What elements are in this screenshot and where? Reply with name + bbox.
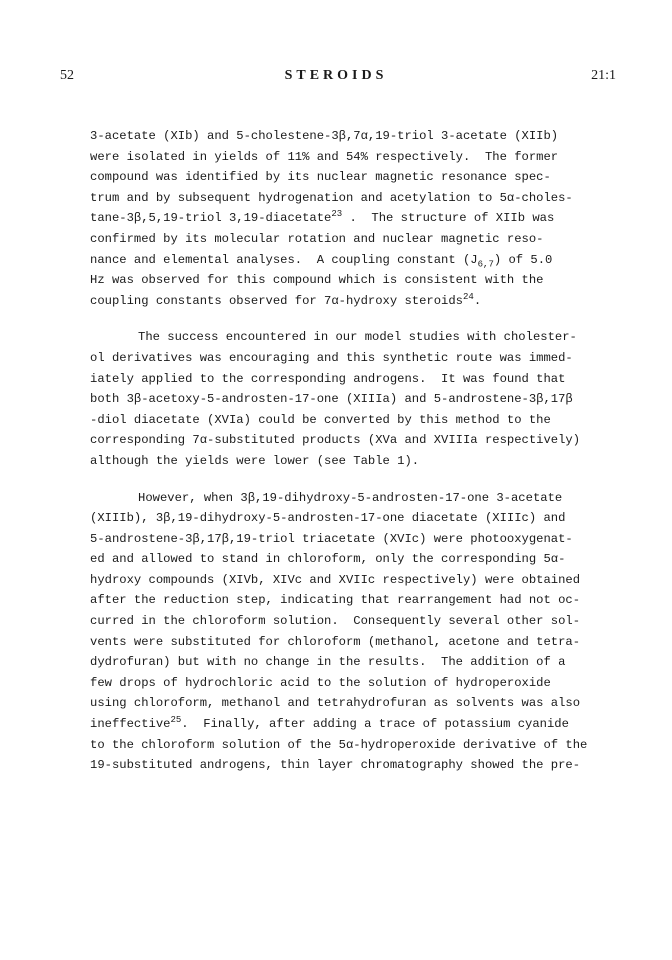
text-line: hydroxy compounds (XIVb, XIVc and XVIIc respectively) were obtained [90,572,581,587]
text-line: confirmed by its molecular rotation and nuclear magnetic reso- [90,231,544,246]
reference-superscript: 24 [463,291,474,302]
text-line: after the reduction step, indicating that rearrangement had not oc- [90,593,581,608]
reference-superscript: 25 [170,714,182,725]
text-line: ed and allowed to stand in chloroform, only the corresponding 5α- [90,552,566,567]
line-text: . [473,293,482,308]
paragraph [90,327,620,471]
text-line: (XIIIb), 3β,19-dihydroxy-5-androsten-17-one diacetate (XIIIc) and [90,511,566,526]
line-text: coupling constants observed for 7α-hydroxy steroids [90,293,463,308]
text-line: corresponding 7α-substituted products (XVa and XVIIIa respectively) [90,433,581,448]
text-line [90,714,620,735]
text-line [90,250,620,271]
line-text: ineffective [90,717,171,732]
line-text: . Finally, after adding a trace of potassium cyanide [181,717,569,732]
paragraph [90,126,620,311]
text-line: compound was identified by its nuclear magnetic resonance spec- [90,170,551,185]
text-line: However, when 3β,19-dihydroxy-5-androsten-17-one 3-acetate [138,490,563,505]
text-line: both 3β-acetoxy-5-androsten-17-one (XIIIa) and 5-androstene-3β,17β [90,392,573,407]
text-line: using chloroform, methanol and tetrahydrofuran as solvents was also [90,696,581,711]
text-line: were isolated in yields of 11% and 54% respectively. The former [90,149,559,164]
reference-superscript: 23 [331,209,343,220]
paragraph [90,488,620,776]
text-line: to the chloroform solution of the 5α-hydroperoxide derivative of the [90,737,588,752]
subscript: 6,7 [477,259,494,269]
text-line [90,291,620,312]
line-text: nance and elemental analyses. A coupling constant (J [90,252,478,267]
text-line: vents were substituted for chloroform (methanol, acetone and tetra- [90,634,581,649]
text-line: curred in the chloroform solution. Consequently several other sol- [90,614,581,629]
body-text [90,126,620,776]
text-line: iately applied to the corresponding androgens. It was found that [90,371,566,386]
running-head: STEROIDS [284,68,388,83]
paragraph-gap [90,311,620,327]
text-line: 5-androstene-3β,17β,19-triol triacetate (XVIc) were photooxygenat- [90,531,573,546]
text-line: few drops of hydrochloric acid to the solution of hydroperoxide [90,675,551,690]
text-line: 19-substituted androgens, thin layer chromatography showed the pre- [90,758,581,773]
text-line: dydrofuran) but with no change in the results. The addition of a [90,655,566,670]
text-line: The success encountered in our model studies with cholester- [138,330,577,345]
page-number: 52 [60,68,74,83]
line-text: tane-3β,5,19-triol 3,19-diacetate [90,211,332,226]
text-line: -diol diacetate (XVIa) could be converted by this method to the [90,412,551,427]
text-line [90,208,620,229]
text-line: Hz was observed for this compound which is consistent with the [90,273,544,288]
text-line: although the yields were lower (see Table 1). [90,453,420,468]
line-text: . The structure of XIIb was [342,211,555,226]
text-line: ol derivatives was encouraging and this synthetic route was immed- [90,350,573,365]
text-line: 3-acetate (XIb) and 5-cholestene-3β,7α,19-triol 3-acetate (XIIb) [90,129,559,143]
line-text: ) of 5.0 [493,252,553,267]
issue-number: 21:1 [591,68,616,83]
paragraph-gap [90,472,620,488]
text-line: trum and by subsequent hydrogenation and acetylation to 5α-choles- [90,190,573,205]
